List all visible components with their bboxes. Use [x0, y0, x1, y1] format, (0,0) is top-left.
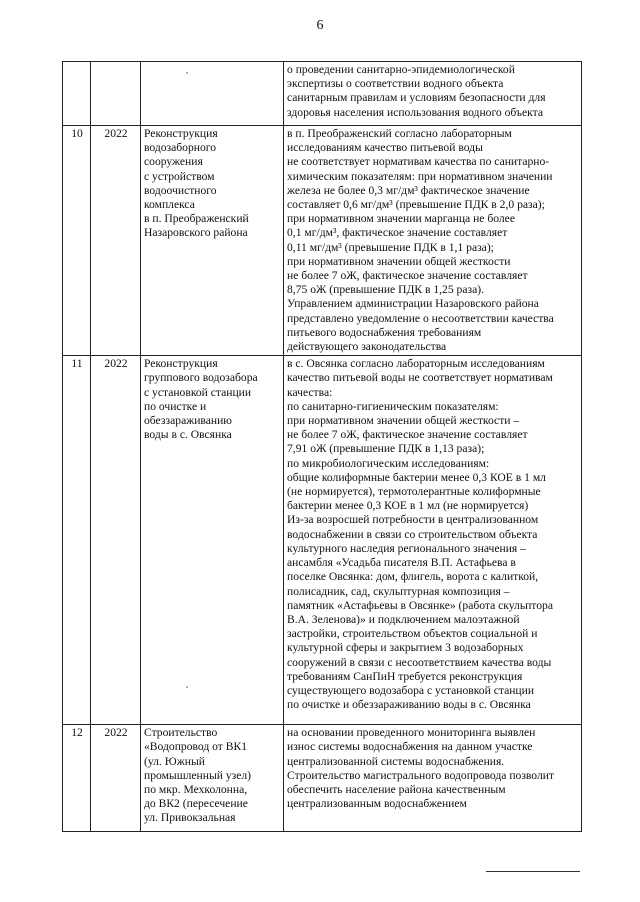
justification-line: обеспечить население района качественным: [287, 783, 506, 797]
justification-line: химическим показателям: при нормативном значении: [287, 169, 553, 183]
justification-cell: [284, 62, 582, 126]
justification-line: представлено уведомление о несоответствии качества: [287, 311, 554, 325]
justification-line: централизованным водоснабжением: [287, 797, 467, 811]
object-name-line: с устройством: [144, 169, 215, 183]
justification-line: памятник «Астафьевы в Овсянке» (работа скульптора: [287, 598, 553, 612]
justification-line: ансамбля «Усадьба писателя В.П. Астафьева в: [287, 556, 516, 570]
object-name-line: с установкой станции: [144, 385, 252, 399]
justification-line: при нормативном значении марганца не более: [287, 212, 515, 226]
object-name-line: группового водозабора: [144, 371, 258, 385]
justification-line: при нормативном значении общей жесткости: [287, 254, 511, 268]
scan-speck: [186, 72, 188, 74]
justification-line: 0,1 мг/дм³, фактическое значение составляет: [287, 226, 508, 240]
justification-line: 0,11 мг/дм³ (превышение ПДК в 1,1 раза);: [287, 240, 494, 254]
object-name-line: промышленный узел): [144, 768, 252, 782]
object-name-line: (ул. Южный: [144, 754, 205, 768]
object-name-cell: [141, 356, 284, 725]
object-name-line: Реконструкция: [144, 127, 218, 140]
row-year: 2022: [91, 356, 141, 725]
justification-line: застройки, строительством объектов социальной и: [287, 627, 538, 641]
bottom-rule: [486, 871, 580, 872]
table-row: [63, 126, 582, 356]
object-name-line: по мкр. Мехколонна,: [144, 783, 248, 797]
justification-line: В.А. Зеленова)» и подключением малоэтажной: [287, 612, 520, 626]
justification-line: по санитарно-гигиеническим показателям:: [287, 399, 499, 413]
object-name-line: «Водопровод от ВК1: [144, 740, 248, 754]
justification-cell: [284, 725, 582, 832]
justification-line: полисадник, сад, скульптурная композиция –: [287, 584, 510, 598]
row-year: 2022: [91, 725, 141, 832]
justification-line: исследованиям качество питьевой воды: [287, 141, 483, 155]
object-name-cell: [141, 126, 284, 356]
justification-cell: [284, 126, 582, 356]
justification-line: о проведении санитарно-эпидемиологической: [287, 63, 515, 76]
justification-line: культурной сферы и закрытием 3 водозаборных: [287, 641, 524, 655]
justification-line: Из-за возросшей потребности в централизованном: [287, 513, 539, 527]
justification-line: износ системы водоснабжения на данном участке: [287, 740, 533, 754]
justification-line: 7,91 оЖ (превышение ПДК в 1,13 раза);: [287, 442, 485, 456]
object-name-line: водоочистного: [144, 183, 217, 197]
justification-line: поселке Овсянка: дом, флигель, ворота с калиткой,: [287, 570, 539, 584]
justification-line: (не нормируется), термотолерантные колиформные: [287, 485, 541, 499]
justification-line: 8,75 оЖ (превышение ПДК в 1,25 раза).: [287, 283, 484, 297]
row-number: 12: [63, 725, 91, 832]
object-name-cell: [141, 62, 284, 126]
justification-line: не соответствует нормативам качества по санитарно-: [287, 155, 550, 169]
justification-line: централизованной системы водоснабжения.: [287, 754, 505, 768]
justification-line: действующего законодательства: [287, 340, 447, 354]
projects-table: [62, 61, 582, 832]
row-year: [91, 62, 141, 126]
justification-line: не более 7 оЖ, фактическое значение составляет: [287, 269, 528, 283]
row-year: 2022: [91, 126, 141, 356]
justification-line: по очистке и обеззараживанию воды в с. Овсянка: [287, 698, 531, 712]
justification-line: качество питьевой воды не соответствует нормативам: [287, 371, 553, 385]
table-row: [63, 356, 582, 725]
justification-line: Управлением администрации Назаровского района: [287, 297, 539, 311]
justification-line: железа не более 0,3 мг/дм³ фактическое значение: [287, 183, 530, 197]
justification-line: составляет 0,6 мг/дм³ (превышение ПДК в 2,0 раза);: [287, 198, 545, 212]
justification-line: водоснабжении в связи со строительством объекта: [287, 527, 538, 541]
page-number: 6: [316, 18, 324, 33]
justification-line: на основании проведенного мониторинга выявлен: [287, 726, 536, 740]
row-number: 11: [63, 356, 91, 725]
justification-line: бактерии менее 0,3 КОЕ в 1 мл (не нормируется): [287, 499, 529, 513]
justification-line: существующего водозабора с установкой станции: [287, 683, 535, 697]
row-number: 10: [63, 126, 91, 356]
scan-speck: [186, 686, 188, 688]
object-name-line: Назаровского района: [144, 226, 248, 240]
justification-line: культурного наследия регионального значения –: [287, 541, 526, 555]
justification-line: в с. Овсянка согласно лабораторным исследованиям: [287, 357, 545, 371]
object-name-line: комплекса: [144, 198, 195, 212]
table-row: [63, 62, 582, 126]
object-name-line: Реконструкция: [144, 357, 218, 371]
justification-line: по микробиологическим исследованиям:: [287, 456, 490, 470]
justification-line: не более 7 оЖ, фактическое значение составляет: [287, 428, 528, 442]
justification-line: в п. Преображенский согласно лабораторным: [287, 127, 512, 140]
table-row: [63, 725, 582, 832]
justification-line: общие колиформные бактерии менее 0,3 КОЕ в 1 мл: [287, 470, 546, 484]
justification-line: при нормативном значении общей жесткости –: [287, 414, 520, 428]
justification-line: здоровья населения использования водного объекта: [287, 105, 543, 119]
justification-line: санитарным правилам и условиям безопасности для: [287, 91, 546, 105]
justification-line: Строительство магистрального водопровода позволит: [287, 768, 555, 782]
justification-cell: [284, 356, 582, 725]
row-number: [63, 62, 91, 126]
object-name-line: по очистке и: [144, 399, 207, 413]
object-name-line: Строительство: [144, 726, 218, 740]
object-name-line: водозаборного: [144, 141, 217, 155]
object-name-line: обеззараживанию: [144, 414, 232, 428]
justification-line: требованиям СанПиН требуется реконструкция: [287, 669, 523, 683]
justification-line: качества:: [287, 385, 333, 399]
object-name-cell: [141, 725, 284, 832]
justification-line: питьевого водоснабжения требованиям: [287, 325, 482, 339]
object-name-line: ул. Привокзальная: [144, 811, 236, 825]
object-name-line: в п. Преображенский: [144, 212, 249, 226]
object-name-line: сооружения: [144, 155, 203, 169]
justification-line: сооружений в связи с несоответствием качества воды: [287, 655, 552, 669]
object-name-line: до ВК2 (пересечение: [144, 797, 248, 811]
justification-line: экспертизы о соответствии водного объекта: [287, 77, 504, 91]
object-name-line: воды в с. Овсянка: [144, 428, 232, 442]
